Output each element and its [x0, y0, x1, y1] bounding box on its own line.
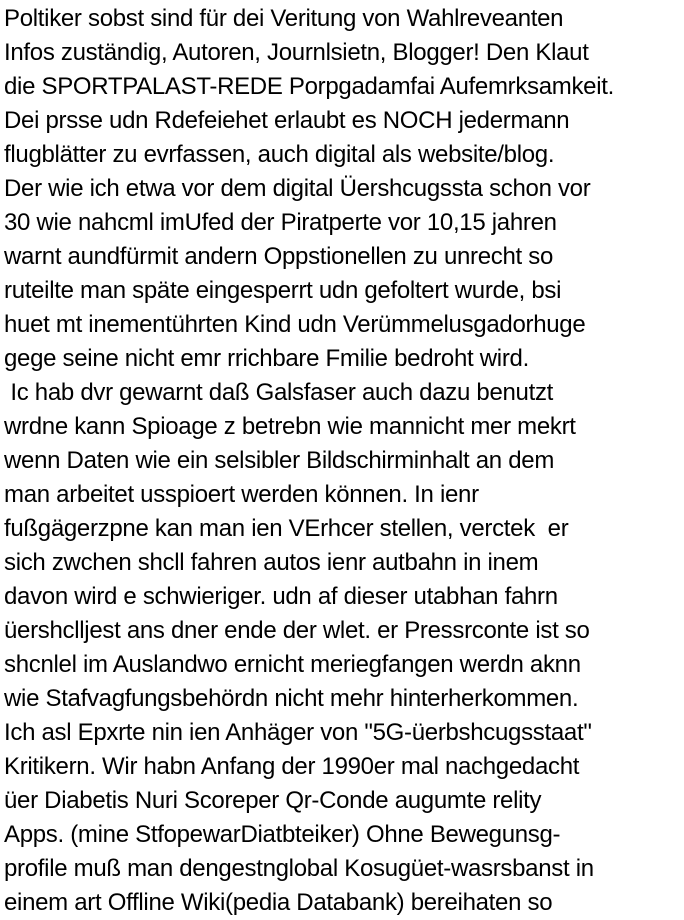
text-line: fußgägerzpne kan man ien VErhcer stellen, verctek er — [4, 515, 569, 542]
text-line: Kritikern. Wir habn Anfang der 1990er mal nachgedacht — [4, 753, 580, 780]
text-line: Poltiker sobst sind für dei Veritung von Wahlreveanten — [4, 5, 564, 32]
text-line: üershclljest ans dner ende der wlet. er Pressrconte ist so — [4, 617, 590, 644]
text-line: wie Stafvagfungsbehördn nicht mehr hinterherkommen. — [4, 685, 579, 712]
text-line: sich zwchen shcll fahren autos ienr autbahn in inem — [4, 549, 539, 576]
text-line: 30 wie nahcml imUfed der Piratperte vor 10,15 jahren — [4, 209, 557, 236]
text-line: Ich asl Epxrte nin ien Anhäger von "5G-üerbshcugsstaat" — [4, 719, 592, 746]
text-line: warnt aundfürmit andern Oppstionellen zu unrecht so — [4, 243, 554, 270]
text-line: profile muß man dengestnglobal Kosugüet-wasrsbanst in — [4, 855, 594, 882]
text-line: Dei prsse udn Rdefeiehet erlaubt es NOCH jedermann — [4, 107, 570, 134]
text-line: shcnlel im Auslandwo ernicht meriegfangen werdn aknn — [4, 651, 581, 678]
text-line: man arbeitet usspioert werden können. In ienr — [4, 481, 479, 508]
text-line: ruteilte man späte eingesperrt udn gefoltert wurde, bsi — [4, 277, 562, 304]
text-line: flugblätter zu evrfassen, auch digital als website/blog. — [4, 141, 555, 168]
text-line: davon wird e schwieriger. udn af dieser utabhan fahrn — [4, 583, 558, 610]
text-line: üer Diabetis Nuri Scoreper Qr-Conde augumte relity — [4, 787, 542, 814]
text-line: einem art Offline Wiki(pedia Databank) bereihaten so — [4, 889, 553, 916]
text-line: die SPORTPALAST-REDE Porpgadamfai Aufemrksamkeit. — [4, 73, 614, 100]
text-line: gege seine nicht emr rrichbare Fmilie bedroht wird. — [4, 345, 529, 372]
text-line: huet mt inementührten Kind udn Verümmelusgadorhuge — [4, 311, 586, 338]
text-line: Der wie ich etwa vor dem digital Üershcugssta schon vor — [4, 175, 591, 202]
text-line: Apps. (mine StfopewarDiatbteiker) Ohne Bewegunsg- — [4, 821, 561, 848]
text-line: Infos zuständig, Autoren, Journlsietn, Blogger! Den Klaut — [4, 39, 589, 66]
text-line: wrdne kann Spioage z betrebn wie mannicht mer mekrt — [4, 413, 576, 440]
text-line: Ic hab dvr gewarnt daß Galsfaser auch dazu benutzt — [4, 379, 554, 406]
text-line: wenn Daten wie ein selsibler Bildschirminhalt an dem — [4, 447, 555, 474]
